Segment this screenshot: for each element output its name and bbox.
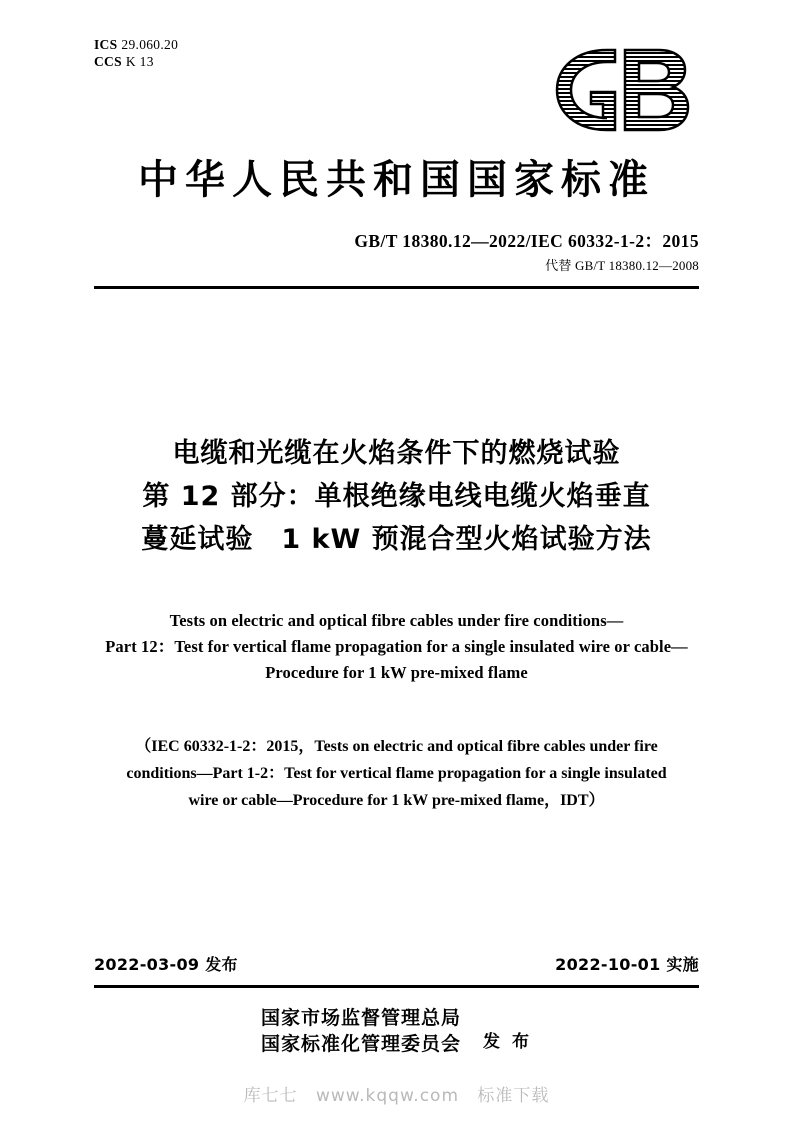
issuer-line: 国家标准化管理委员会 <box>261 1033 462 1055</box>
issuer-line: 国家市场监督管理总局 <box>261 1007 462 1029</box>
standard-replaces: 代替 GB/T 18380.12—2008 <box>545 258 699 273</box>
note-line: wire or cable—Procedure for 1 kW pre-mixed flame，IDT） <box>188 792 605 809</box>
divider-top <box>94 286 699 289</box>
note-line: （IEC 60332-1-2：2015，Tests on electric and optical fibre cables under fire <box>135 738 658 755</box>
title-line: Tests on electric and optical fibre cables under fire conditions— <box>169 611 624 630</box>
title-line: Procedure for 1 kW pre-mixed flame <box>265 663 528 682</box>
watermark-tagline: 标准下载 <box>477 1086 550 1106</box>
document-title-english <box>70 608 723 686</box>
watermark-site: 库七七 <box>243 1086 298 1106</box>
iec-equivalence-note <box>88 733 705 814</box>
gb-logo-icon <box>547 40 699 136</box>
issue-date: 2022-03-09 发布 <box>94 955 238 974</box>
ics-row <box>94 36 178 53</box>
divider-bottom <box>94 985 699 988</box>
ccs-row <box>94 53 178 70</box>
title-line: 电缆和光缆在火焰条件下的燃烧试验 <box>172 438 621 469</box>
title-line: Part 12：Test for vertical flame propagation for a single insulated wire or cable— <box>105 637 688 656</box>
standard-number: GB/T 18380.12—2022/IEC 60332-1-2：2015 <box>354 231 699 251</box>
watermark-url: www.kqqw.com <box>315 1086 460 1106</box>
effective-date: 2022-10-01 实施 <box>555 955 699 974</box>
classification-codes <box>94 36 178 70</box>
note-line: conditions—Part 1-2：Test for vertical flame propagation for a single insulated <box>126 765 667 782</box>
ics-value: 29.060.20 <box>121 37 179 52</box>
title-line: 第 12 部分：单根绝缘电线电缆火焰垂直 <box>142 481 651 512</box>
issuer-names <box>261 1005 461 1057</box>
ics-label: ICS <box>94 37 118 52</box>
ccs-value: K 13 <box>125 54 154 69</box>
footer-watermark <box>0 1081 793 1106</box>
ccs-label: CCS <box>94 54 122 69</box>
publish-label: 发 布 <box>483 1031 532 1052</box>
title-line: 蔓延试验 1 kW 预混合型火焰试验方法 <box>141 524 652 555</box>
national-standard-title: 中华人民共和国国家标准 <box>138 157 655 203</box>
issuing-bodies <box>0 1005 793 1057</box>
document-title-chinese <box>70 432 723 561</box>
